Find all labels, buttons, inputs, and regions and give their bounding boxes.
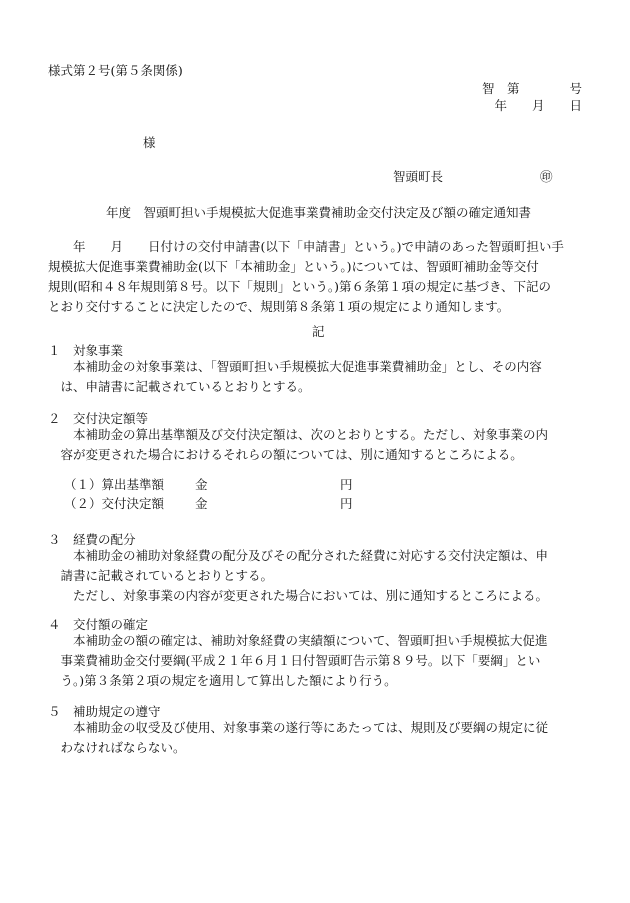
section-line: 本補助金の補助対象経費の配分及びその配分された経費に対応する交付決定額は、申 xyxy=(48,548,549,563)
amount-label-decision: （２）交付決定額 xyxy=(64,496,165,511)
section-heading: ４ 交付額の確定 xyxy=(48,617,149,632)
form-label: 様式第２号(第５条関係) xyxy=(48,63,183,78)
section-body xyxy=(48,546,548,606)
section-heading: ２ 交付決定額等 xyxy=(48,411,149,426)
section-line: 本補助金の収受及び使用、対象事業の遂行等にあたっては、規則及び要綱の規定に従 xyxy=(48,720,549,735)
section-line: 容が変更された場合におけるそれらの額については、別に通知するところによる。 xyxy=(48,447,523,462)
section-line: 本補助金の算出基準額及び交付決定額は、次のとおりとする。ただし、対象事業の内 xyxy=(48,427,549,442)
document-title: 年度 智頭町担い手規模拡大促進事業費補助金交付決定及び額の確定通知書 xyxy=(106,205,532,220)
ki-heading: 記 xyxy=(312,324,325,339)
seal-mark: ㊞ xyxy=(540,169,553,184)
intro-paragraph xyxy=(48,237,564,317)
section-line: 本補助金の対象事業は、「智頭町担い手規模拡大促進事業費補助金」とし、その内容 xyxy=(48,359,542,374)
amount-unit: 円 xyxy=(340,496,353,511)
sender-name: 智頭町長 xyxy=(393,169,444,184)
section-heading: １ 対象事業 xyxy=(48,343,124,358)
section-heading: ５ 補助規定の遵守 xyxy=(48,704,161,719)
amount-unit: 円 xyxy=(340,477,353,492)
section-body xyxy=(48,631,548,691)
section-line: は、申請書に記載されているとおりとする。 xyxy=(48,379,311,394)
document-number: 智 第 号 xyxy=(481,81,582,96)
section-line: ただし、対象事業の内容が変更された場合においては、別に通知するところによる。 xyxy=(48,588,549,603)
section-line: う。)第３条第２項の規定を適用して算出した額により行う。 xyxy=(48,673,397,688)
section-body xyxy=(48,718,548,758)
intro-line: とおり交付することに決定したので、規則第８条第１項の規定により通知します。 xyxy=(48,299,510,314)
intro-line: 年 月 日付けの交付申請書(以下「申請書」という。)で申請のあった智頭町担い手 xyxy=(48,239,564,254)
section-body xyxy=(48,357,542,397)
section-line: 請書に記載されているとおりとする。 xyxy=(48,568,274,583)
intro-line: 規則(昭和４８年規則第８号。以下「規則」という。)第６条第１項の規定に基づき、下記の xyxy=(48,279,552,294)
intro-line: 規模拡大促進事業費補助金(以下「本補助金」という。)については、智頭町補助金等交付 xyxy=(48,259,539,274)
amount-kin: 金 xyxy=(195,496,208,511)
section-body xyxy=(48,425,548,465)
section-line: 事業費補助金交付要綱(平成２１年６月１日付智頭町告示第８９号。以下「要綱」とい xyxy=(48,653,541,668)
amount-label-base: （１）算出基準額 xyxy=(64,477,165,492)
section-heading: ３ 経費の配分 xyxy=(48,532,136,547)
section-line: 本補助金の額の確定は、補助対象経費の実績額について、智頭町担い手規模拡大促進 xyxy=(48,633,548,648)
document-date: 年 月 日 xyxy=(494,98,582,113)
addressee-honorific: 様 xyxy=(143,135,156,150)
amount-kin: 金 xyxy=(195,477,208,492)
section-line: わなければならない。 xyxy=(48,740,186,755)
